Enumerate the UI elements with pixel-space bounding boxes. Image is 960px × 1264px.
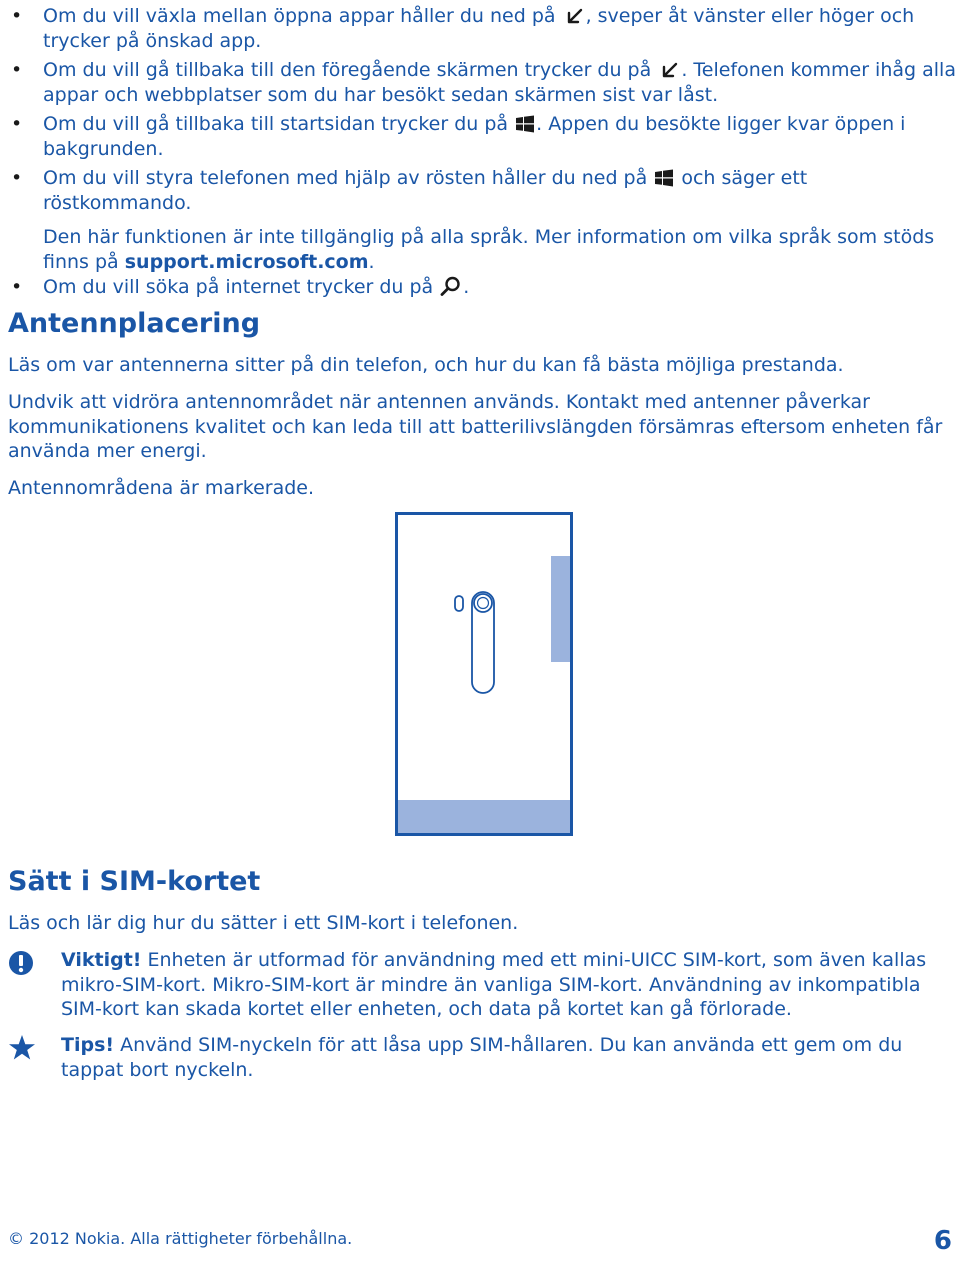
important-text: Enheten är utformad för användning med ett mini-UICC SIM-kort, som även kallas mikro-SIM-kort. Mikro-SIM-kort är mindre än vanliga SIM-kort. Användning av inkompatibla SIM-kort kan skada kortet eller enheten, och data på kortet kan gå förlorade. (61, 949, 927, 1020)
tip-callout (8, 1033, 958, 1082)
back-arrow-icon (563, 7, 585, 25)
copyright-footer: © 2012 Nokia. Alla rättigheter förbehållna. (8, 1229, 353, 1248)
language-note: Den här funktionen är inte tillgänglig på alla språk. Mer information om vilka språk som stöds finns på support.microsoft.com. (43, 226, 935, 273)
search-icon (440, 276, 462, 296)
bullet-icon: • (11, 59, 23, 81)
star-icon (8, 1034, 36, 1061)
section-heading-sim: Sätt i SIM-kortet (8, 866, 261, 897)
instruction-list (8, 4, 958, 305)
back-arrow-icon (658, 61, 680, 79)
antenna-area-bottom (398, 800, 570, 833)
windows-start-icon (654, 169, 674, 187)
important-callout (8, 948, 958, 1022)
list-item: • Om du vill växla mellan öppna appar håller du ned på , sveper åt vänster eller höger och trycker på önskad app. (11, 5, 915, 52)
page-number: 6 (933, 1226, 952, 1256)
section-heading-antenna: Antennplacering (8, 308, 261, 339)
antenna-marked: Antennområdena är markerade. (8, 477, 315, 499)
antenna-area-side (551, 556, 570, 662)
windows-start-icon (515, 115, 535, 133)
list-item: • Om du vill gå tillbaka till den föregående skärmen trycker du på . Telefonen kommer ihåg alla appar och webbplatser som du har besökt sedan skärmen sist var låst. (11, 59, 956, 106)
exclamation-icon (8, 950, 34, 976)
list-item: • Om du vill gå tillbaka till startsidan trycker du på . Appen du besökte ligger kvar öppen i bakgrunden. (11, 113, 906, 160)
antenna-intro: Läs om var antennerna sitter på din telefon, och hur du kan få bästa möjliga prestanda. (8, 354, 844, 376)
bullet-icon: • (11, 113, 23, 135)
list-item: • Om du vill söka på internet trycker du på . (11, 276, 470, 298)
bullet-icon: • (11, 5, 23, 27)
bullet-icon: • (11, 167, 23, 189)
phone-antenna-diagram (395, 512, 575, 838)
antenna-body: Undvik att vidröra antennområdet när antennen används. Kontakt med antenner påverkar kommunikationens kvalitet och kan leda till att batterilivslängden försämras eftersom enheten får använda mer energi. (8, 391, 943, 462)
support-link[interactable]: support.microsoft.com (124, 250, 369, 273)
tip-label: Tips! (61, 1034, 115, 1056)
important-label: Viktigt! (61, 949, 142, 971)
phone-outline (397, 514, 572, 835)
list-item: • Om du vill styra telefonen med hjälp av rösten håller du ned på och säger ett röstkommando. Den här funktionen är inte tillgänglig på alla språk. Mer information om vilka språk som stöds finns på support.microsoft.com. (8, 166, 958, 274)
sim-intro: Läs och lär dig hur du sätter i ett SIM-kort i telefonen. (8, 912, 519, 934)
tip-text: Använd SIM-nyckeln för att låsa upp SIM-hållaren. Du kan använda ett gem om du tappat bort nyckeln. (61, 1034, 903, 1081)
bullet-icon: • (11, 276, 23, 298)
